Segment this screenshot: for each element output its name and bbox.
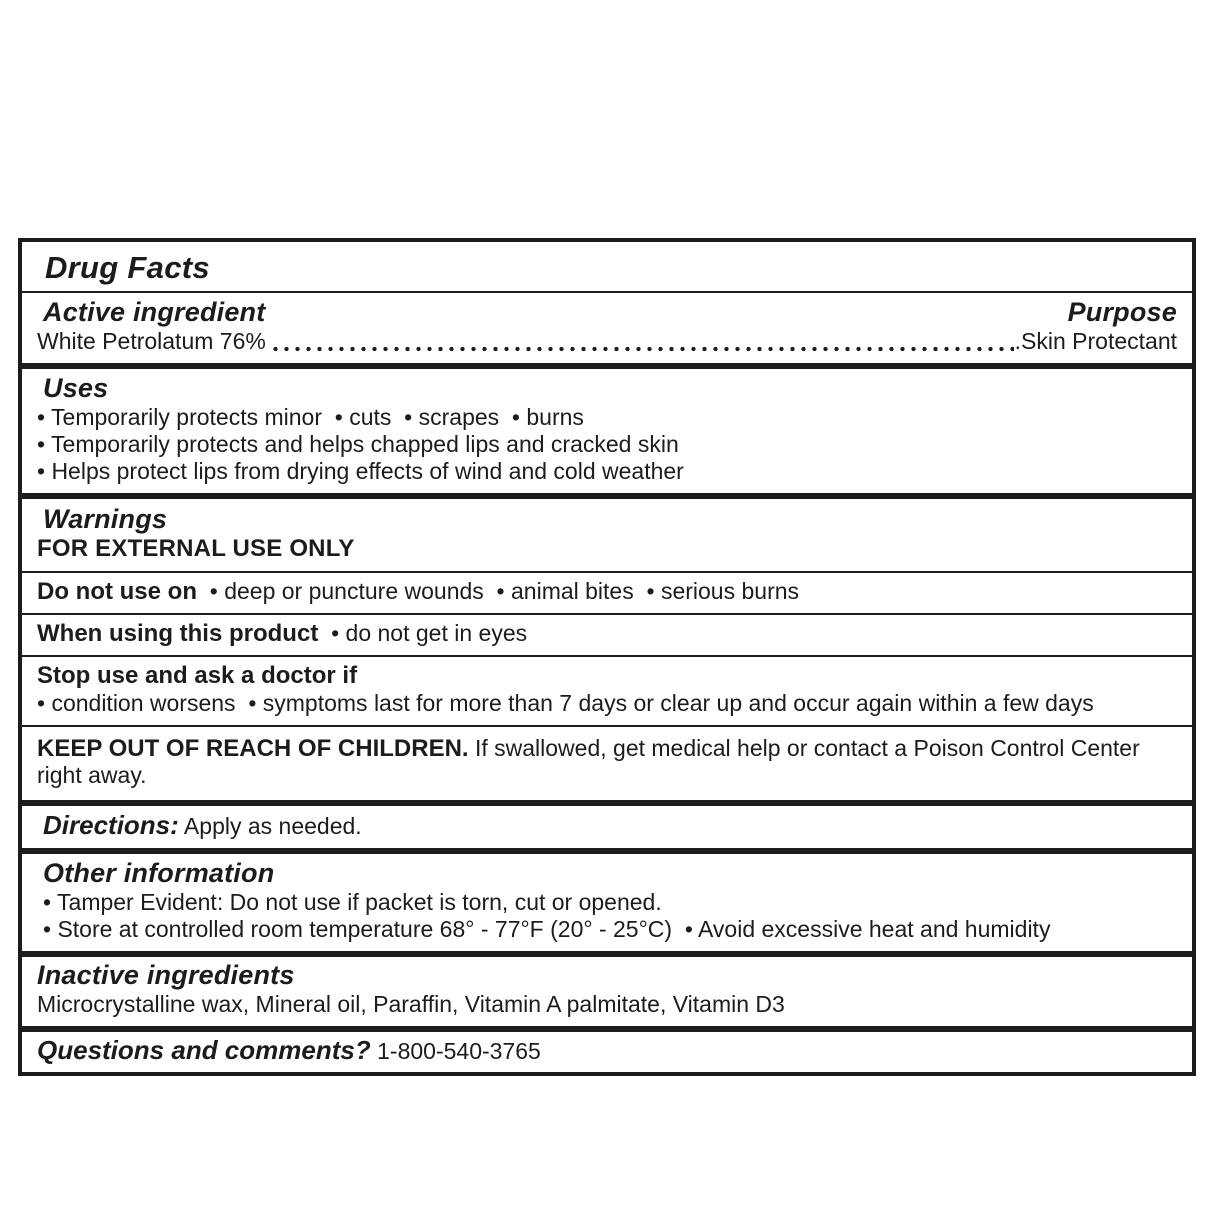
active-ingredient-section <box>22 293 1192 363</box>
stop-use-block <box>22 657 1192 725</box>
drug-facts-label <box>18 238 1196 1076</box>
external-use-only: FOR EXTERNAL USE ONLY <box>37 535 355 562</box>
do-not-use-block <box>22 573 1192 613</box>
other-info-bullet: • Store at controlled room temperature 68° - 77°F (20° - 25°C) • Avoid excessive heat and humidity <box>43 916 1051 942</box>
other-information-heading: Other information <box>43 858 275 888</box>
other-info-bullet: • Tamper Evident: Do not use if packet is torn, cut or opened. <box>43 889 662 915</box>
directions-section <box>22 806 1192 848</box>
active-ingredient-heading: Active ingredient <box>43 297 266 327</box>
uses-bullet: • Helps protect lips from drying effects of wind and cold weather <box>37 458 684 484</box>
purpose-heading: Purpose <box>1067 297 1177 327</box>
questions-heading: Questions and comments? <box>37 1035 371 1065</box>
when-using-items: • do not get in eyes <box>318 620 528 646</box>
title-section <box>22 242 1192 291</box>
inactive-ingredients-list: Microcrystalline wax, Mineral oil, Paraffin, Vitamin A palmitate, Vitamin D3 <box>37 991 785 1017</box>
dot-leader <box>270 343 1014 352</box>
uses-heading: Uses <box>43 373 109 403</box>
do-not-use-lead: Do not use on <box>37 578 197 605</box>
do-not-use-items: • deep or puncture wounds • animal bites • serious burns <box>196 578 800 604</box>
uses-bullet: • Temporarily protects minor • cuts • scrapes • burns <box>37 404 584 430</box>
stop-use-lead: Stop use and ask a doctor if <box>37 662 358 689</box>
keep-out-block <box>22 727 1192 800</box>
directions-heading: Directions: <box>43 810 179 840</box>
when-using-lead: When using this product <box>37 620 319 647</box>
purpose-value: .Skin Protectant <box>1014 328 1177 354</box>
inactive-ingredients-section <box>22 957 1192 1026</box>
questions-phone: 1-800-540-3765 <box>370 1038 541 1064</box>
warnings-heading: Warnings <box>43 504 168 534</box>
keep-out-lead: KEEP OUT OF REACH OF CHILDREN. <box>37 735 469 762</box>
warnings-heading-block <box>22 499 1192 571</box>
active-ingredient-value: White Petrolatum 76% <box>37 328 266 354</box>
other-information-section <box>22 854 1192 951</box>
inactive-ingredients-heading: Inactive ingredients <box>37 960 295 990</box>
directions-text: Apply as needed. <box>178 813 362 839</box>
stop-use-items: • condition worsens • symptoms last for more than 7 days or clear up and occur again within a few days <box>37 690 1094 716</box>
when-using-block <box>22 615 1192 655</box>
uses-section <box>22 369 1192 493</box>
drug-facts-title: Drug Facts <box>45 250 210 285</box>
keep-out-text: If swallowed, get medical help or contact a Poison Control Center right away. <box>37 735 1140 788</box>
uses-bullet: • Temporarily protects and helps chapped lips and cracked skin <box>37 431 679 457</box>
questions-section <box>22 1032 1192 1072</box>
